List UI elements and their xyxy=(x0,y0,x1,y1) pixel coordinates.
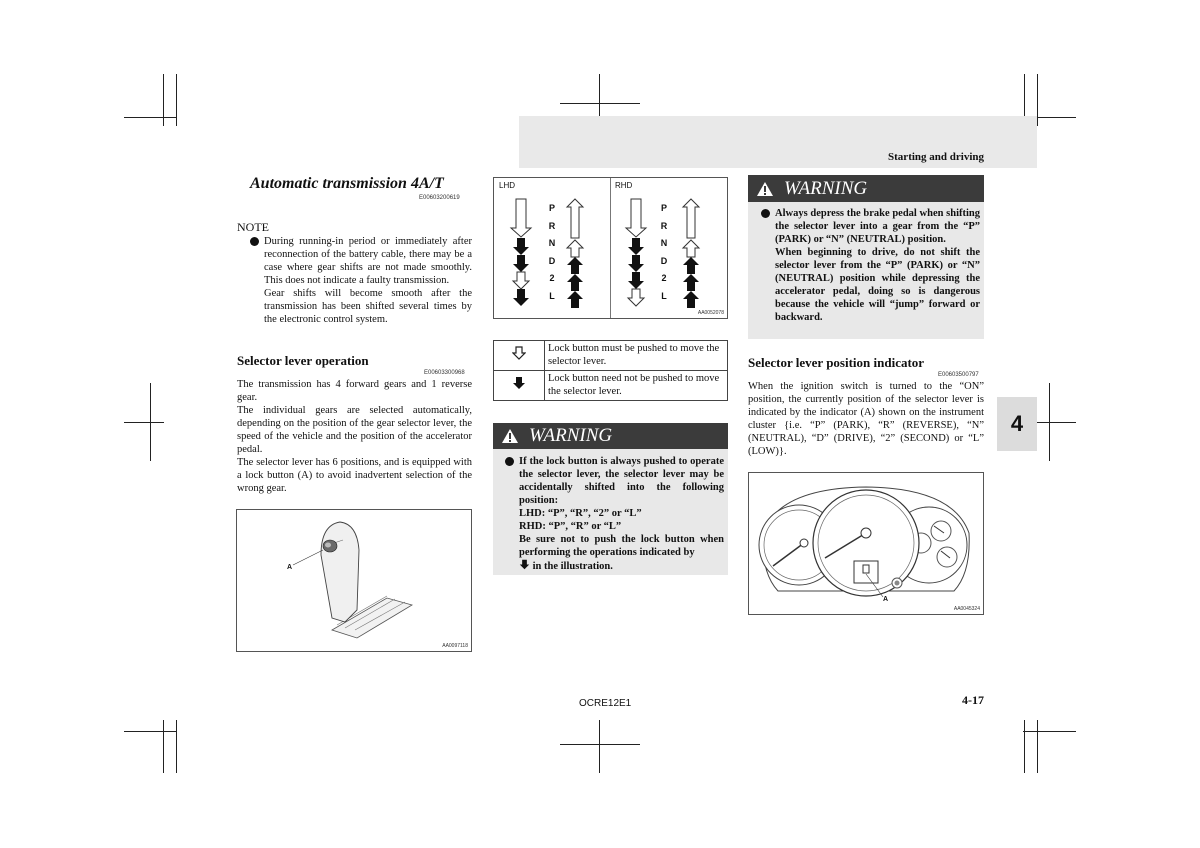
note-text-2: Gear shifts will become smooth after the transmission has been shifted several times by the electronic control system. xyxy=(264,288,472,325)
indicator-text: When the ignition switch is turned to the “ON” position, the currently position of the selector lever is indicated by the indicator (A) shown on the instrument cluster {i.e. “P” (PARK), “R” (REVERSE), “N” (NEUTRAL), “D” (DRIVE), “2” (SECOND) or “L” (LOW)}. xyxy=(748,381,984,457)
legend-icon-cell xyxy=(494,371,545,401)
warning-triangle-icon xyxy=(501,428,519,444)
warning-line: RHD: “P”, “R” or “L” xyxy=(519,521,622,532)
warning-triangle-icon xyxy=(756,181,774,197)
solid-down-arrow-icon xyxy=(512,376,526,390)
warning-title: WARNING xyxy=(784,177,868,199)
gear-letter: 2 xyxy=(549,273,555,283)
figure-label-a: A xyxy=(287,564,293,571)
note-label: NOTE xyxy=(237,220,269,234)
paragraph: The individual gears are selected automatically, depending on the position of the gear selector lever, the speed of the vehicle and the position of the accelerator pedal. xyxy=(237,405,472,455)
instrument-cluster-figure xyxy=(748,472,984,615)
legend-text: Lock button need not be pushed to move the selector lever. xyxy=(545,371,728,401)
warning-title: WARNING xyxy=(529,425,613,446)
selector-lever-text xyxy=(237,378,472,495)
gear-diagram xyxy=(493,177,728,319)
subheading-code: E00603300968 xyxy=(424,370,465,376)
warning-box xyxy=(748,175,984,339)
gear-letter: N xyxy=(548,238,556,248)
rhd-gear-letters xyxy=(658,200,670,305)
warning-box xyxy=(493,423,728,575)
warning-bullet xyxy=(505,455,724,573)
figure-code: AA0097118 xyxy=(442,643,468,649)
gear-letter: P xyxy=(660,203,667,213)
bullet-dot xyxy=(250,237,259,246)
figure-code: AA0045324 xyxy=(953,606,980,612)
note-text-1: During running-in period or immediately after reconnection of the battery cable, there may be a case where gear shifts are not made smoothly. This does not indicate a faulty transmission. xyxy=(264,236,472,286)
lhd-label: LHD xyxy=(499,181,516,190)
warning-line: Be sure not to push the lock button when performing the operations indicated by xyxy=(519,534,724,558)
gear-letter: R xyxy=(548,220,556,231)
page-number: 4-17 xyxy=(962,693,984,707)
gear-letter: D xyxy=(660,255,668,266)
gear-letter: P xyxy=(548,203,555,213)
subheading-code: E00603500797 xyxy=(938,372,979,378)
warning-text xyxy=(519,455,724,573)
gear-letter: R xyxy=(660,220,668,231)
instrument-cluster-illustration xyxy=(749,473,983,614)
chapter-tab: 4 xyxy=(997,397,1037,451)
page-title: Automatic transmission 4A/T xyxy=(250,175,444,192)
selector-lever-heading: Selector lever operation xyxy=(237,353,369,368)
solid-down-arrow-icon xyxy=(519,559,530,570)
note-bullet xyxy=(250,235,472,326)
bullet-dot xyxy=(505,457,514,466)
outline-down-arrow-icon xyxy=(512,346,526,360)
figure-label-a: A xyxy=(883,596,889,603)
warning-line: When beginning to drive, do not shift the selector lever from the “P” (PARK) or “N” (NEUTRAL) position while depressing the accelerator pedal, doing so is dangerous because the vehicle will “jump” forward or backward. xyxy=(775,247,980,323)
gear-arrows xyxy=(494,178,727,318)
indicator-heading: Selector lever position indicator xyxy=(748,355,925,370)
warning-line: LHD: “P”, “R”, “2” or “L” xyxy=(519,508,642,519)
warning-line: Always depress the brake pedal when shifting the selector lever into a gear from the “P” (PARK) or “N” (NEUTRAL) position. xyxy=(775,208,980,245)
gear-letter: L xyxy=(661,290,667,301)
warning-header xyxy=(493,423,728,449)
warning-bullet xyxy=(761,207,980,324)
warning-line-end: in the illustration. xyxy=(532,561,613,572)
selector-lever-figure xyxy=(236,509,472,652)
figure-code: AA0052078 xyxy=(697,310,724,316)
title-code: E00603200619 xyxy=(419,195,460,201)
warning-text xyxy=(775,207,980,324)
table-row xyxy=(494,341,728,371)
doc-code: OCRE12E1 xyxy=(579,698,632,709)
warning-line: If the lock button is always pushed to operate the selector lever, the selector lever may be accidentally shifted into the following position: xyxy=(519,456,724,506)
section-title: Starting and driving xyxy=(888,151,984,163)
rhd-label: RHD xyxy=(615,181,633,190)
selector-lever-illustration xyxy=(237,510,471,651)
gear-letter: N xyxy=(660,238,668,248)
warning-header xyxy=(748,175,984,202)
legend-text: Lock button must be pushed to move the selector lever. xyxy=(545,341,728,371)
gear-letter: D xyxy=(548,255,556,266)
gear-letter: 2 xyxy=(661,273,667,283)
bullet-dot xyxy=(761,209,770,218)
arrow-legend-table xyxy=(493,340,728,401)
legend-icon-cell xyxy=(494,341,545,371)
table-row xyxy=(494,371,728,401)
paragraph: The selector lever has 6 positions, and is equipped with a lock button (A) to avoid inadvertent selection of the wrong gear. xyxy=(237,457,472,494)
gear-letter: L xyxy=(549,290,555,301)
paragraph: The transmission has 4 forward gears and 1 reverse gear. xyxy=(237,379,472,403)
lhd-gear-letters xyxy=(546,200,558,305)
warning-line xyxy=(519,559,724,573)
